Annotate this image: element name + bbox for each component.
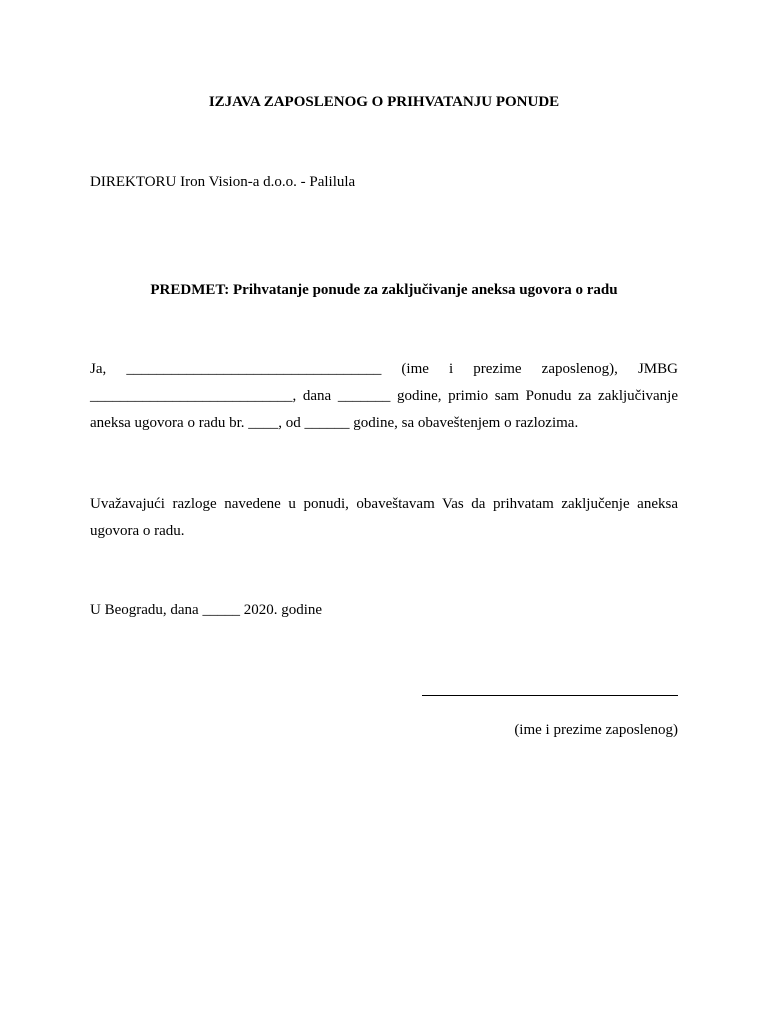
acceptance-paragraph: Uvažavajući razloge navedene u ponudi, obaveštavam Vas da prihvatam zaključenje aneksa ugovora o radu. <box>90 496 678 539</box>
document-title: IZJAVA ZAPOSLENOG O PRIHVATANJU PONUDE <box>208 94 560 110</box>
recipient-line: DIREKTORU Iron Vision-a d.o.o. - Palilula <box>90 174 356 190</box>
signature-line <box>422 695 678 696</box>
subject-line: PREDMET: Prihvatanje ponude za zaključivanje aneksa ugovora o radu <box>150 282 618 298</box>
signature-caption: (ime i prezime zaposlenog) <box>514 722 678 738</box>
declaration-paragraph: Ja, __________________________________ (ime i prezime zaposlenog), JMBG ___________________________, dana _______ godine, primio sam Ponudu za zaključivanje aneksa ugovora o radu br. ____, od ______ godine, sa obaveštenjem o razlozima. <box>90 361 678 431</box>
document-page <box>90 0 678 1024</box>
place-date-line: U Beogradu, dana _____ 2020. godine <box>90 602 323 618</box>
